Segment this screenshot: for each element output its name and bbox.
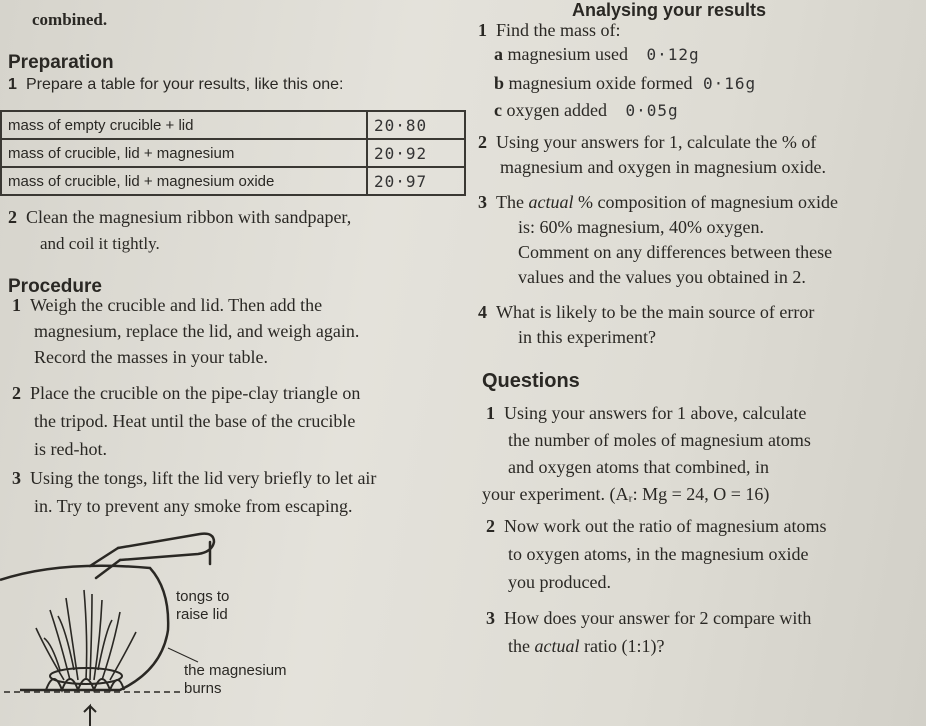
question-text: in this experiment? [518, 327, 656, 347]
table-row-label: mass of empty crucible + lid [1, 111, 367, 139]
proc-step-2 [12, 379, 360, 463]
procedure-heading: Procedure [8, 276, 102, 297]
question-text: magnesium used [507, 44, 628, 64]
question-text: ratio (1:1)? [579, 636, 665, 656]
diagram-label: burns [184, 680, 222, 697]
question-1b [494, 73, 756, 94]
question-text: oxygen added [506, 100, 607, 120]
step-number: 1 [8, 76, 17, 93]
sub-letter: c [494, 100, 502, 120]
question-text: to oxygen atoms, in the magnesium oxide [508, 544, 809, 564]
question-text: you produced. [508, 572, 611, 592]
step-number: 1 [12, 295, 21, 315]
final-question-2 [486, 512, 826, 596]
question-text: and oxygen atoms that combined, in [508, 457, 769, 477]
handwritten-answer: 0·16g [702, 74, 757, 93]
step-text: Record the masses in your table. [34, 347, 268, 367]
label-burns [184, 662, 287, 698]
question-text: the [508, 636, 535, 656]
question-text: % composition of magnesium oxide [573, 192, 838, 212]
question-text: Comment on any differences between these [518, 242, 833, 262]
results-table [0, 110, 466, 196]
table-row [1, 167, 465, 195]
label-tongs [176, 588, 229, 624]
question-1a [494, 44, 700, 65]
question-text: is: 60% magnesium, 40% oxygen. [518, 217, 764, 237]
table-row [1, 139, 465, 167]
handwritten-answer: 0·12g [646, 45, 700, 64]
final-question-3 [486, 604, 811, 660]
step-text: Using the tongs, lift the lid very briefly to let air [30, 468, 377, 488]
question-3 [478, 190, 838, 290]
diagram-label: the magnesium [184, 662, 287, 679]
question-1c [494, 100, 679, 121]
step-text: the tripod. Heat until the base of the crucible [34, 411, 356, 431]
results-heading: Analysing your results [572, 0, 767, 20]
diagram-label: raise lid [176, 606, 228, 623]
emphasis: actual [528, 192, 574, 212]
question-number: 4 [478, 302, 487, 322]
step-text: magnesium, replace the lid, and weigh again. [34, 321, 360, 341]
prep-step-1 [8, 76, 344, 94]
step-text: Clean the magnesium ribbon with sandpaper, [26, 207, 352, 227]
questions-heading: Questions [482, 370, 580, 392]
question-text: The [496, 192, 529, 212]
question-text: your experiment. (Aᵣ: Mg = 24, O = 16) [482, 484, 770, 504]
question-2 [478, 130, 826, 180]
question-number: 1 [486, 403, 495, 423]
step-text: and coil it tightly. [40, 234, 160, 253]
question-text: magnesium oxide formed [508, 73, 693, 93]
step-text: Prepare a table for your results, like this one: [26, 76, 344, 93]
diagram-label: tongs to [176, 588, 230, 605]
question-number: 2 [478, 132, 487, 152]
question-1 [478, 20, 621, 41]
proc-step-1 [12, 292, 359, 370]
prep-step-2 [8, 207, 351, 254]
table-row-value: 20·97 [367, 167, 465, 195]
heat-arrow-icon [84, 706, 96, 726]
proc-step-3 [12, 464, 376, 520]
step-text: is red-hot. [34, 439, 107, 459]
sub-letter: a [494, 44, 503, 64]
question-text: Using your answers for 1 above, calculate [504, 403, 807, 423]
sub-letter: b [494, 73, 505, 93]
question-text: values and the values you obtained in 2. [518, 267, 806, 287]
pointer-line [168, 648, 198, 662]
question-text: Find the mass of: [496, 20, 621, 40]
preparation-heading: Preparation [8, 52, 114, 73]
step-number: 3 [12, 468, 21, 488]
question-text: Now work out the ratio of magnesium atoms [504, 516, 827, 536]
table-row-label: mass of crucible, lid + magnesium oxide [1, 167, 367, 195]
step-number: 2 [12, 383, 21, 403]
table-row-value: 20·92 [367, 139, 465, 167]
question-text: How does your answer for 2 compare with [504, 608, 812, 628]
step-text: Place the crucible on the pipe-clay triangle on [30, 383, 361, 403]
question-number: 3 [478, 192, 487, 212]
table-row-label: mass of crucible, lid + magnesium [1, 139, 367, 167]
flame-icon [36, 590, 136, 680]
table-row [1, 111, 465, 139]
crucible-icon [0, 566, 168, 690]
handwritten-answer: 0·05g [625, 101, 679, 120]
top-fragment: combined. [32, 10, 108, 29]
step-number: 2 [8, 207, 17, 227]
step-text: Weigh the crucible and lid. Then add the [30, 295, 323, 315]
table-row-value: 20·80 [367, 111, 465, 139]
final-question-1 [482, 400, 811, 508]
question-text: magnesium and oxygen in magnesium oxide. [500, 157, 826, 177]
question-text: What is likely to be the main source of error [496, 302, 815, 322]
step-text: in. Try to prevent any smoke from escaping. [34, 496, 353, 516]
question-number: 2 [486, 516, 495, 536]
emphasis: actual [534, 636, 580, 656]
question-number: 1 [478, 20, 487, 40]
question-4 [478, 300, 814, 350]
question-number: 3 [486, 608, 495, 628]
question-text: the number of moles of magnesium atoms [508, 430, 811, 450]
question-text: Using your answers for 1, calculate the % of [496, 132, 817, 152]
